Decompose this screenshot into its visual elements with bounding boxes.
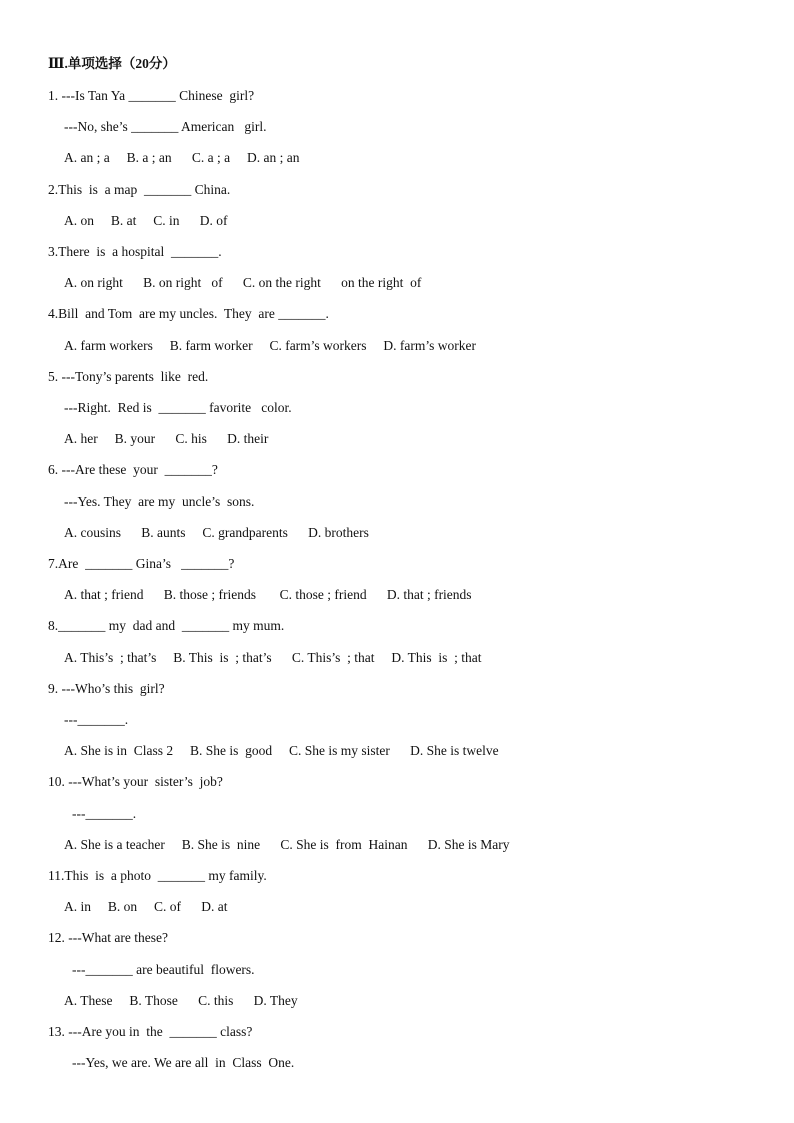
question-line: 9. ---Who’s this girl?	[48, 681, 165, 696]
options-line: A. farm workers B. farm worker C. farm’s workers D. farm’s worker	[64, 338, 477, 353]
question-line: 7.Are _______ Gina’s _______?	[48, 556, 235, 571]
options-line: A. an ; a B. a ; an C. a ; a D. an ; an	[64, 150, 300, 165]
question-line: 3.There is a hospital _______.	[48, 244, 222, 259]
options-line: A. These B. Those C. this D. They	[64, 993, 298, 1008]
options-line: A. on right B. on right of C. on the right on the right of	[64, 275, 422, 290]
question-line: 12. ---What are these?	[48, 930, 168, 945]
question-line: 13. ---Are you in the _______ class?	[48, 1024, 253, 1039]
question-line: 2.This is a map _______ China.	[48, 182, 231, 197]
options-line: A. in B. on C. of D. at	[64, 899, 228, 914]
question-line: 11.This is a photo _______ my family.	[48, 868, 267, 883]
question-line: 1. ---Is Tan Ya _______ Chinese girl?	[48, 88, 255, 103]
dialogue-line: ---_______ are beautiful flowers.	[72, 962, 255, 977]
dialogue-line: ---No, she’s _______ American girl.	[64, 119, 267, 134]
section-title: Ⅲ.单项选择（20分）	[48, 56, 176, 71]
options-line: A. that ; friend B. those ; friends C. those ; friend D. that ; friends	[64, 587, 472, 602]
dialogue-line: ---Right. Red is _______ favorite color.	[64, 400, 292, 415]
options-line: A. This’s ; that’s B. This is ; that’s C. This’s ; that D. This is ; that	[64, 650, 482, 665]
dialogue-line: ---_______.	[72, 806, 137, 821]
question-line: 8._______ my dad and _______ my mum.	[48, 618, 285, 633]
question-line: 5. ---Tony’s parents like red.	[48, 369, 209, 384]
options-line: A. her B. your C. his D. their	[64, 431, 269, 446]
dialogue-line: ---Yes, we are. We are all in Class One.	[72, 1055, 295, 1070]
options-line: A. She is in Class 2 B. She is good C. She is my sister D. She is twelve	[64, 743, 499, 758]
options-line: A. She is a teacher B. She is nine C. She is from Hainan D. She is Mary	[64, 837, 510, 852]
options-line: A. cousins B. aunts C. grandparents D. brothers	[64, 525, 369, 540]
question-line: 10. ---What’s your sister’s job?	[48, 774, 223, 789]
options-line: A. on B. at C. in D. of	[64, 213, 228, 228]
dialogue-line: ---Yes. They are my uncle’s sons.	[64, 494, 255, 509]
dialogue-line: ---_______.	[64, 712, 129, 727]
question-line: 6. ---Are these your _______?	[48, 462, 218, 477]
question-line: 4.Bill and Tom are my uncles. They are _______.	[48, 306, 329, 321]
